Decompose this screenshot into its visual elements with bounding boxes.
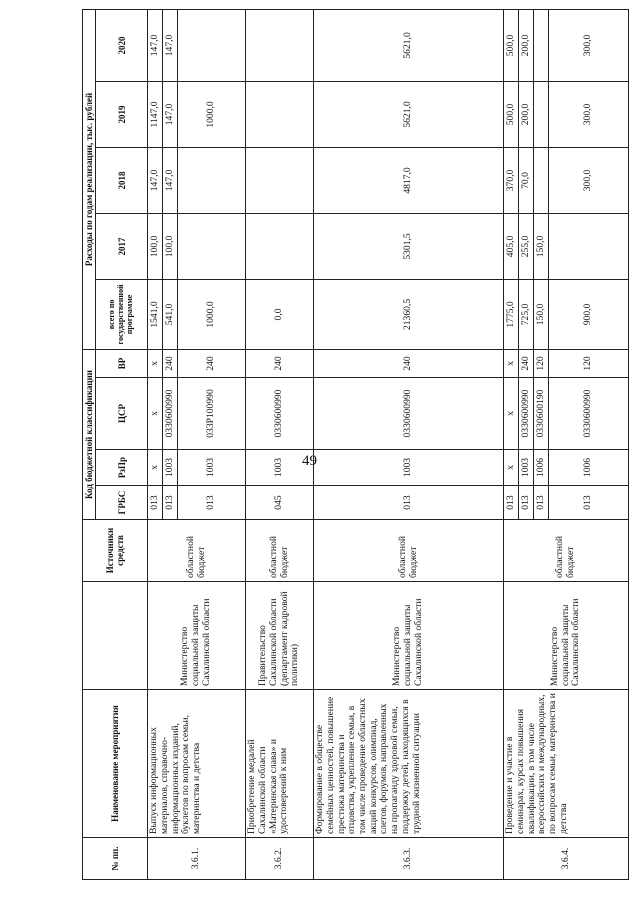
cell-2018: 147,0	[148, 147, 163, 213]
cell-total: 0,0	[246, 279, 314, 349]
cell-grbs: 013	[178, 486, 246, 520]
cell-2017: 5301,5	[314, 213, 504, 279]
row-executor: Министерство социальной защиты Сахалинской области	[314, 582, 504, 690]
cell-grbs: 013	[549, 486, 629, 520]
cell-vr: 240	[246, 349, 314, 377]
cell-2019: 1147,0	[148, 81, 163, 147]
cell-grbs: 013	[163, 486, 178, 520]
cell-vr: х	[148, 349, 163, 377]
cell-2017: 150,0	[534, 213, 549, 279]
cell-2017	[246, 213, 314, 279]
cell-2017: 255,0	[519, 213, 534, 279]
cell-2018: 300,0	[549, 147, 629, 213]
cell-rzpr: 1003	[163, 450, 178, 486]
cell-2020: 147,0	[148, 9, 163, 81]
cell-2020: 300,0	[549, 9, 629, 81]
header-csr: ЦСР	[96, 378, 148, 450]
row-no: 3.6.2.	[246, 838, 314, 880]
header-no: № пп.	[83, 838, 148, 880]
cell-2018: 370,0	[504, 147, 519, 213]
cell-grbs: 045	[246, 486, 314, 520]
cell-grbs: 013	[534, 486, 549, 520]
cell-total: 150,0	[534, 279, 549, 349]
cell-2020	[534, 9, 549, 81]
header-2018: 2018	[96, 147, 148, 213]
cell-2019: 1000,0	[178, 81, 246, 147]
row-name: Выпуск информационных материалов, справочно-информационных изданий, буклетов по вопросам семьи, материнства и детства	[148, 690, 246, 838]
cell-2019: 300,0	[549, 81, 629, 147]
header-2017: 2017	[96, 213, 148, 279]
row-source: областной бюджет	[314, 520, 504, 582]
header-source: Источники средств	[83, 520, 148, 582]
cell-rzpr: х	[504, 450, 519, 486]
row-executor: Министерство социальной защиты Сахалинской области	[148, 582, 246, 690]
cell-2018: 4817,0	[314, 147, 504, 213]
cell-csr: 0330600990	[163, 378, 178, 450]
header-expenses: Расходы по годам реализации, тыс. рублей	[83, 9, 96, 349]
row-source: областной бюджет	[148, 520, 246, 582]
cell-2017: 100,0	[148, 213, 163, 279]
cell-csr: 0330600990	[246, 378, 314, 450]
cell-rzpr: 1003	[178, 450, 246, 486]
cell-vr: 240	[314, 349, 504, 377]
row-name: Приобретение медалей Сахалинской области «Материнская слава» и удостоверений к ним	[246, 690, 314, 838]
cell-2018	[534, 147, 549, 213]
header-2019: 2019	[96, 81, 148, 147]
cell-2020: 5621,0	[314, 9, 504, 81]
row-source: областной бюджет	[246, 520, 314, 582]
cell-vr: 240	[163, 349, 178, 377]
cell-grbs: 013	[504, 486, 519, 520]
cell-vr: 120	[534, 349, 549, 377]
cell-grbs: 013	[148, 486, 163, 520]
cell-grbs: 013	[519, 486, 534, 520]
cell-vr: х	[504, 349, 519, 377]
cell-csr: х	[148, 378, 163, 450]
row-source: областной бюджет	[504, 520, 629, 582]
cell-total: 1000,0	[178, 279, 246, 349]
cell-total: 541,0	[163, 279, 178, 349]
cell-csr: 0330600190	[534, 378, 549, 450]
cell-rzpr: 1003	[314, 450, 504, 486]
program-table	[82, 9, 629, 880]
cell-2020	[178, 9, 246, 81]
cell-rzpr: 1006	[549, 450, 629, 486]
cell-rzpr: х	[148, 450, 163, 486]
row-no: 3.6.1.	[148, 838, 246, 880]
cell-csr: 033Р100990	[178, 378, 246, 450]
header-vr: ВР	[96, 349, 148, 377]
row-no: 3.6.4.	[504, 838, 629, 880]
cell-2018	[246, 147, 314, 213]
cell-2017: 405,0	[504, 213, 519, 279]
header-budget-code: Код бюджетной классификации	[83, 349, 96, 519]
cell-csr: 0330600990	[549, 378, 629, 450]
cell-2020: 500,0	[504, 9, 519, 81]
cell-2017	[549, 213, 629, 279]
cell-csr: х	[504, 378, 519, 450]
row-executor: Правительство Сахалинской области (департамент кадровой политики)	[246, 582, 314, 690]
cell-rzpr: 1003	[246, 450, 314, 486]
row-name: Проведение и участие в семинарах, курсах повышения квалификации, в том числе всероссийских и международных, по вопросам семьи, материнства и детства	[504, 690, 629, 838]
header-total: всего по государственной программе	[96, 279, 148, 349]
cell-2017	[178, 213, 246, 279]
cell-vr: 120	[549, 349, 629, 377]
cell-2020	[246, 9, 314, 81]
cell-2019: 5621,0	[314, 81, 504, 147]
page-number: 49	[302, 453, 317, 469]
header-rzpr: РзПр	[96, 450, 148, 486]
cell-vr: 240	[519, 349, 534, 377]
cell-2018: 70,0	[519, 147, 534, 213]
cell-2019	[246, 81, 314, 147]
header-executor	[83, 582, 148, 690]
cell-csr: 0330600990	[314, 378, 504, 450]
cell-2020: 147,0	[163, 9, 178, 81]
header-name: Наименование мероприятия	[83, 690, 148, 838]
cell-rzpr: 1003	[519, 450, 534, 486]
cell-2020: 200,0	[519, 9, 534, 81]
cell-2019: 147,0	[163, 81, 178, 147]
cell-grbs: 013	[314, 486, 504, 520]
cell-total: 725,0	[519, 279, 534, 349]
cell-total: 900,0	[549, 279, 629, 349]
cell-2018: 147,0	[163, 147, 178, 213]
cell-total: 1775,0	[504, 279, 519, 349]
cell-rzpr: 1006	[534, 450, 549, 486]
cell-2019	[534, 81, 549, 147]
row-name: Формирование в обществе семейных ценностей, повышение престижа материнства и отцовства, укрепление семьи, в том числе проведение областных акций конкурсов, олимпиад, слетов, форумов, направленных на пропаганду здоровой семьи, поддержку детей, находящихся в трудной жизненной ситуации	[314, 690, 504, 838]
header-grbs: ГРБС	[96, 486, 148, 520]
cell-total: 21360,5	[314, 279, 504, 349]
cell-2019: 200,0	[519, 81, 534, 147]
cell-2019: 500,0	[504, 81, 519, 147]
header-2020: 2020	[96, 9, 148, 81]
cell-2018	[178, 147, 246, 213]
cell-vr: 240	[178, 349, 246, 377]
rotated-table-wrapper	[82, 10, 607, 880]
row-no: 3.6.3.	[314, 838, 504, 880]
cell-csr: 0330600990	[519, 378, 534, 450]
cell-total: 1541,0	[148, 279, 163, 349]
cell-2017: 100,0	[163, 213, 178, 279]
row-executor: Министерство социальной защиты Сахалинской области	[504, 582, 629, 690]
